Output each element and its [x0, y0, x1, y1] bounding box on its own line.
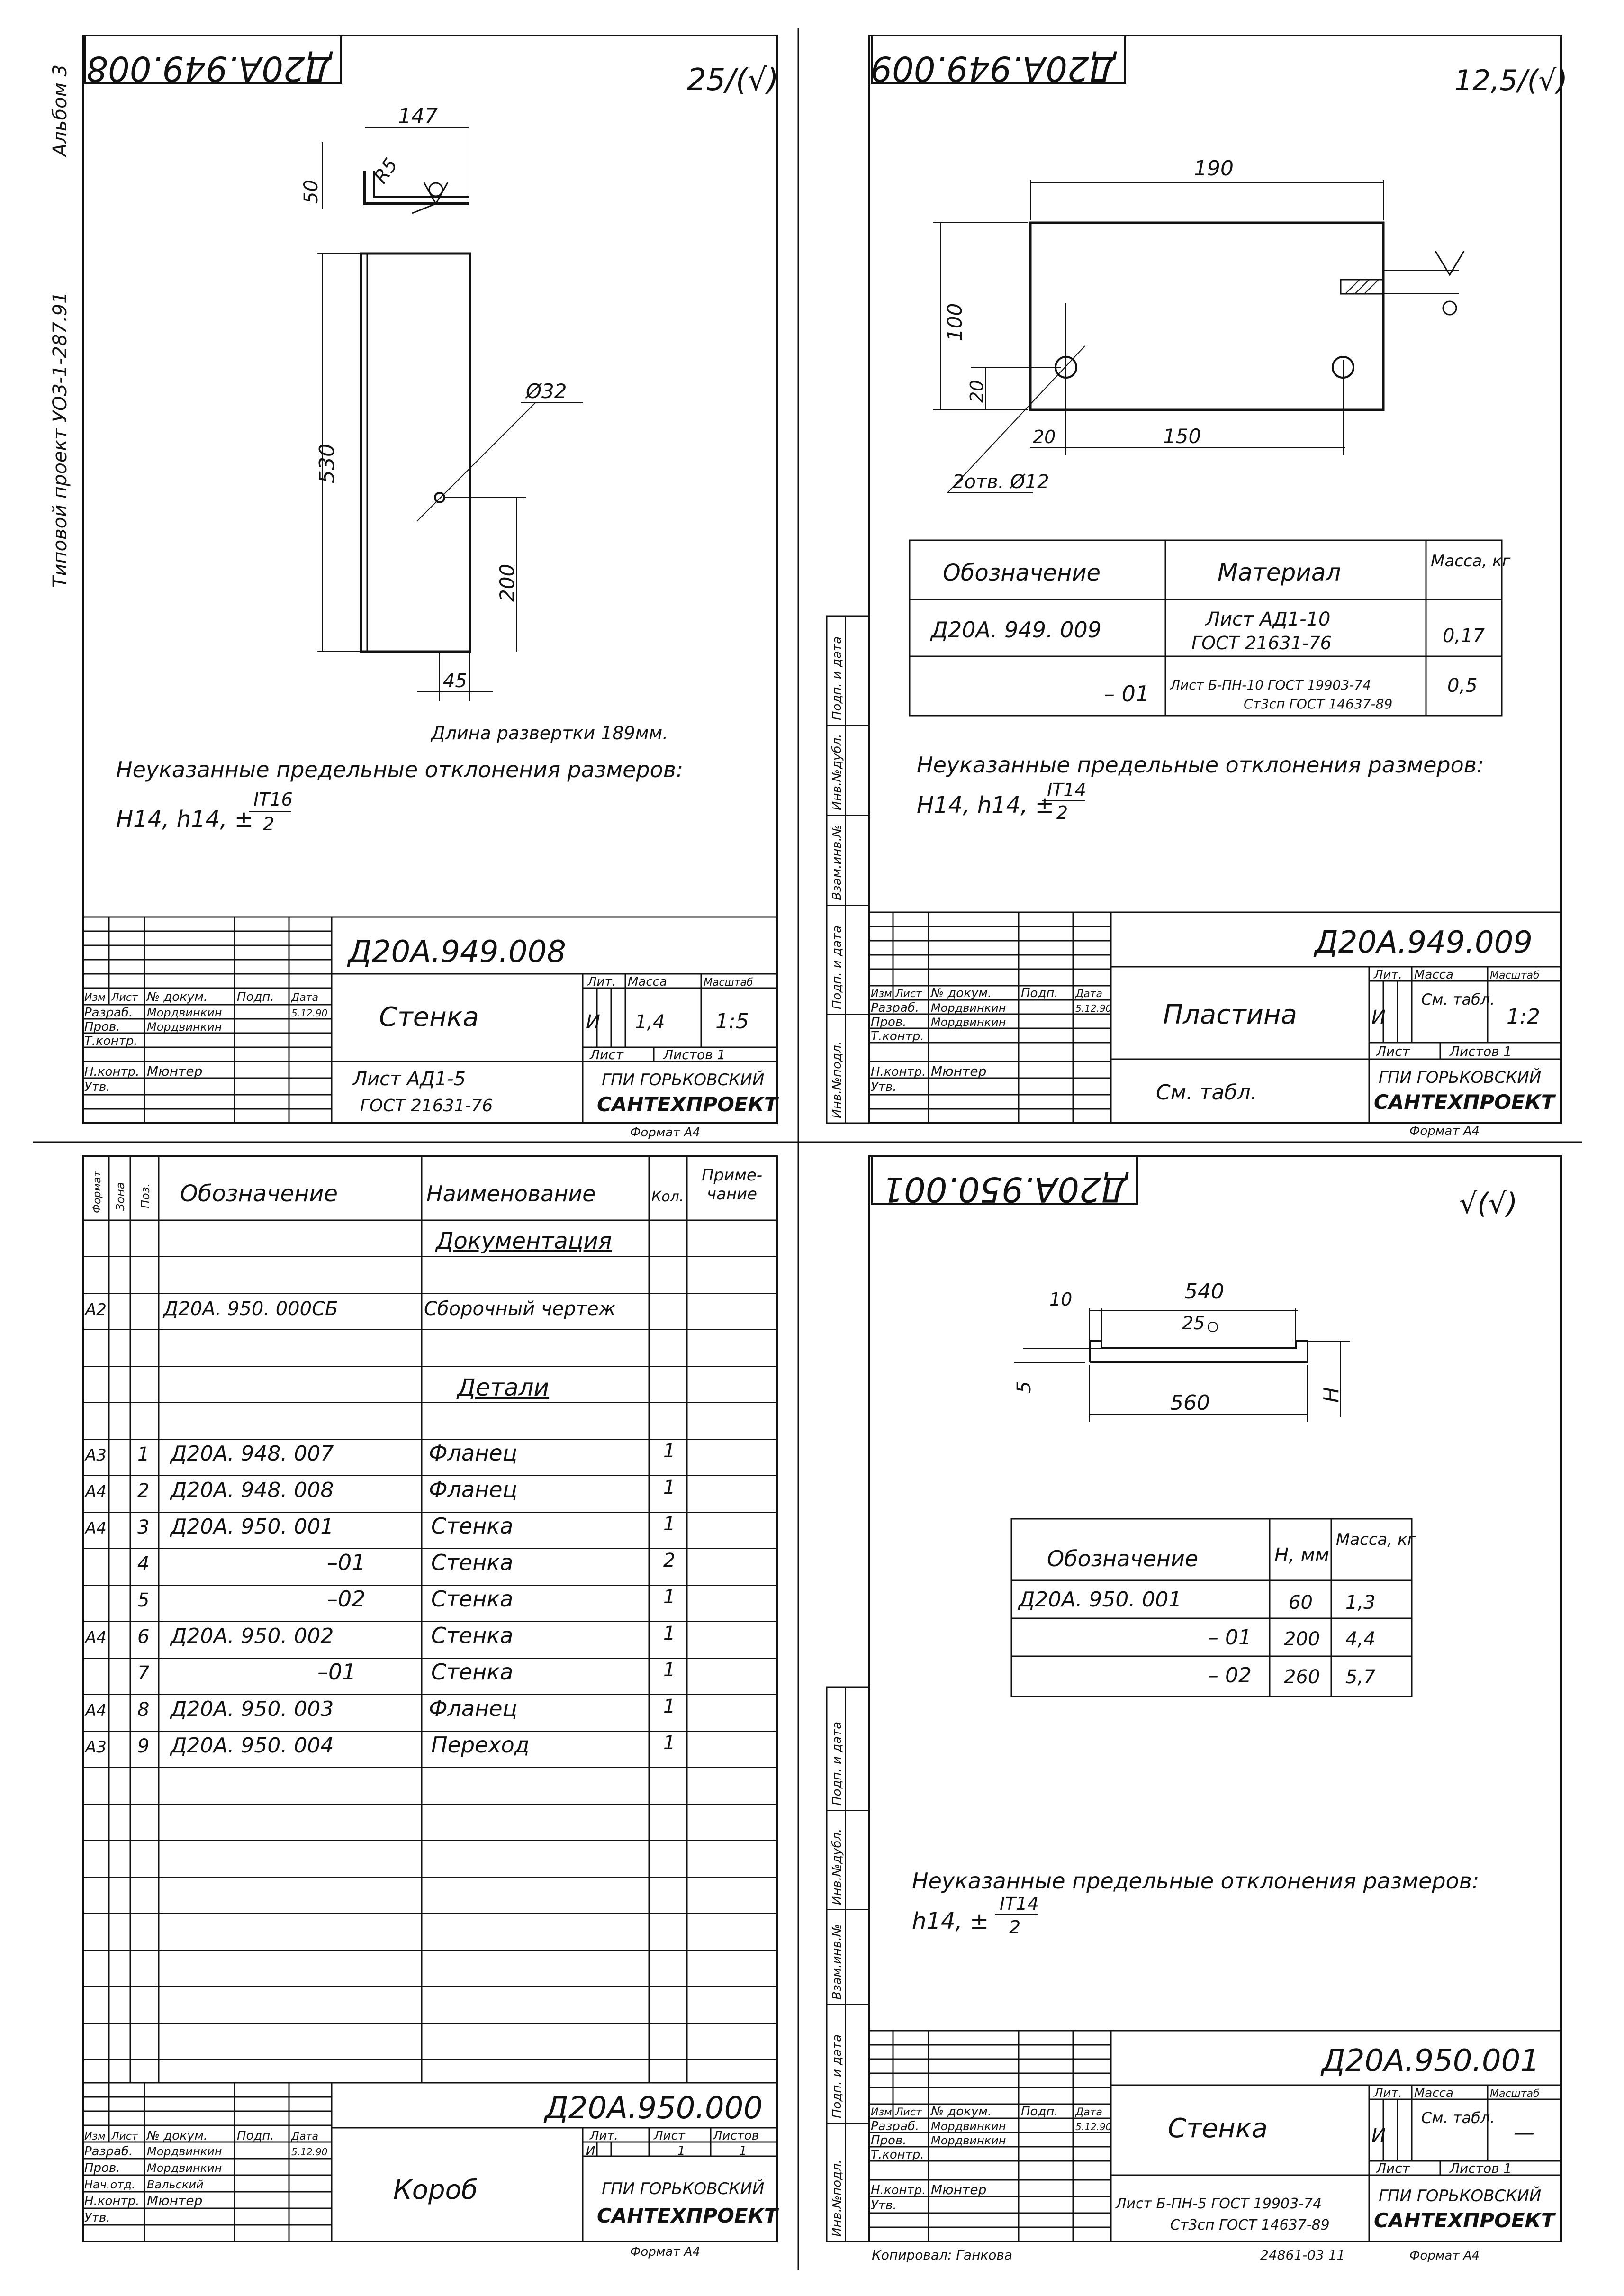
dim-100: 100 — [943, 303, 966, 341]
spec-row-name: Стенка — [431, 1550, 514, 1575]
sheet2-material: См. табл. — [1156, 1080, 1257, 1105]
tb4-format: Формат А4 — [1409, 2249, 1480, 2263]
tb1-lit-i: И — [586, 1011, 600, 1033]
sheet2-part-name: Пластина — [1163, 999, 1297, 1030]
spec-th-note: Приме- чание — [701, 1166, 763, 1204]
spec-row-pos: 2 — [137, 1480, 150, 1502]
spec-th-poz: Поз. — [139, 1183, 152, 1208]
tb4-date: 5.12.90 — [1075, 2121, 1112, 2133]
sheet1-tolerance-den: 2 — [263, 814, 275, 835]
sheet2-roughness: 12,5/(√) — [1454, 64, 1568, 97]
spec-row — [84, 1623, 675, 1648]
spec-row-pos: 7 — [137, 1662, 150, 1684]
tb4-lit-i: И — [1371, 2125, 1386, 2147]
tb4-list: Лист — [895, 2106, 922, 2118]
tb3-format: Формат А4 — [630, 2245, 701, 2259]
sheet4-tolerance-title: Неуказанные предельные отклонения размеров: — [912, 1868, 1480, 1894]
tb1-list: Лист — [111, 992, 138, 1004]
tb3-org2: САНТЕХПРОЕКТ — [597, 2204, 778, 2227]
tb3-list: Лист — [111, 2131, 138, 2142]
spec-row — [84, 1298, 616, 1320]
s4-side-dubl: Инв.№дубл. — [830, 1828, 844, 1905]
spec-row-qty: 1 — [663, 1440, 676, 1462]
tb1-format: Формат А4 — [630, 1125, 701, 1140]
spec-row-qty: 1 — [663, 1732, 676, 1754]
tb3-dev2: Мордвинкин — [147, 2161, 222, 2175]
dim-r5: R5 — [370, 154, 402, 188]
tb2-razrab: Разраб. — [871, 1001, 920, 1015]
spec-row-qty: 1 — [663, 1623, 676, 1644]
spec-row-name: Фланец — [429, 1477, 517, 1502]
sheet4-material-1: Лист Б-ПН-5 ГОСТ 19903-74 — [1116, 2196, 1322, 2212]
tb4-list-label: Лист — [1376, 2160, 1410, 2176]
dim-50: 50 — [300, 180, 322, 204]
sheet2-scale: 1:2 — [1507, 1005, 1540, 1029]
spec-row-name: Стенка — [431, 1623, 514, 1648]
tb1-dev2: Мордвинкин — [147, 1020, 222, 1034]
tb1-date: 5.12.90 — [291, 1007, 328, 1019]
spec-row-name: Сборочный чертеж — [424, 1298, 616, 1320]
tb4-nkontr: Н.контр. — [871, 2183, 926, 2197]
spec-row-qty: 1 — [663, 1513, 676, 1535]
s4-side-podp2: Подп. и дата — [830, 2034, 844, 2118]
spec-row-pos: 4 — [137, 1553, 150, 1575]
tb3-ndok: № докум. — [147, 2129, 208, 2143]
tb3-dev1: Мордвинкин — [147, 2145, 222, 2158]
sheet4-roughness: √(√) — [1459, 1187, 1518, 1220]
sheet3-designation: Д20А.950.000 — [544, 2091, 763, 2126]
s2-row1-designation: Д20А. 949. 009 — [931, 617, 1102, 643]
tb3-prov: Пров. — [84, 2161, 120, 2175]
spec-row — [84, 1696, 675, 1721]
tb2-dev2: Мордвинкин — [931, 1016, 1006, 1029]
spec-row-qty: 1 — [663, 1659, 676, 1681]
tb2-lit-i: И — [1371, 1007, 1386, 1028]
tb3-listov: Листов — [713, 2129, 759, 2143]
sheet1-material-2: ГОСТ 21631-76 — [360, 1096, 493, 1116]
spec-row — [137, 1550, 675, 1575]
spec-row-format: А4 — [85, 1519, 107, 1538]
tb3-lit-i: И — [586, 2144, 595, 2158]
s4-row3-h: 260 — [1284, 1666, 1320, 1688]
spec-row-name: Переход — [431, 1732, 530, 1758]
dim-rough-25: 25 — [1182, 1313, 1205, 1334]
tb2-org2: САНТЕХПРОЕКТ — [1374, 1090, 1555, 1114]
sheet4-designation: Д20А.950.001 — [1321, 2043, 1540, 2078]
s4-side-inv: Инв.№подл. — [830, 2160, 844, 2237]
s2-row2-material2: Ст3сп ГОСТ 14637-89 — [1244, 696, 1393, 712]
sheet4-stamp: Д20А.950.001 — [882, 1170, 1128, 1209]
tb1-razrab: Разраб. — [84, 1006, 133, 1020]
dim-20y: 20 — [966, 380, 987, 403]
sheet1-scale: 1:5 — [715, 1009, 749, 1034]
tb1-utv: Утв. — [84, 1080, 110, 1094]
s4-row1-mass: 1,3 — [1345, 1592, 1376, 1614]
s2-row2-material1: Лист Б-ПН-10 ГОСТ 19903-74 — [1170, 677, 1371, 693]
spec-row — [84, 1477, 675, 1502]
tb4-utv: Утв. — [871, 2198, 897, 2213]
spec-row-format: А4 — [85, 1482, 107, 1501]
tb2-podp: Подп. — [1021, 986, 1058, 1000]
spec-row — [84, 1513, 675, 1539]
spec-row-designation: Д20А. 950. 000СБ — [163, 1298, 338, 1320]
tb1-tkontr: Т.контр. — [84, 1034, 138, 1048]
spec-row-designation: Д20А. 950. 003 — [171, 1697, 334, 1721]
spec-row-format: А4 — [85, 1701, 107, 1720]
tb1-data: Дата — [291, 992, 318, 1004]
sheet1-designation: Д20А.949.008 — [348, 935, 566, 970]
dim-200: 200 — [496, 563, 519, 602]
tb3-data: Дата — [291, 2131, 318, 2142]
spec-row — [84, 1732, 675, 1758]
archive-number: 24861-03 11 — [1260, 2247, 1345, 2263]
spec-row-designation: –02 — [327, 1586, 366, 1612]
tb2-list: Лист — [895, 988, 922, 1000]
spec-row-designation: Д20А. 950. 002 — [171, 1624, 334, 1648]
sheet2-tolerance-den: 2 — [1056, 802, 1068, 823]
dim-hole: Ø32 — [526, 380, 567, 403]
spec-row-lines — [83, 1257, 777, 2060]
spec-row — [84, 1440, 675, 1466]
tb2-izm: Изм — [871, 988, 892, 1000]
spec-row-pos: 6 — [137, 1626, 150, 1648]
s4-th-mass: Масса, кг — [1336, 1530, 1416, 1549]
sheet1-part-name: Стенка — [379, 1002, 479, 1033]
s2-side-inv: Инв.№подл. — [830, 1041, 844, 1118]
tb1-podp: Подп. — [237, 990, 274, 1004]
spec-row-name: Фланец — [429, 1696, 517, 1721]
tb2-nkontr-name: Мюнтер — [931, 1063, 987, 1079]
spec-row-designation: –01 — [317, 1659, 356, 1685]
tb1-prov: Пров. — [84, 1020, 120, 1034]
dim-147: 147 — [398, 104, 438, 128]
s4-th-designation: Обозначение — [1047, 1546, 1199, 1571]
sheet-1 — [83, 36, 779, 1140]
tb2-prov: Пров. — [871, 1015, 907, 1029]
tb4-data: Дата — [1075, 2106, 1102, 2118]
s4-row3-mass: 5,7 — [1345, 1666, 1376, 1688]
sheet2-tolerance-value: Н14, h14, ± — [917, 792, 1054, 818]
tb4-ndok: № докум. — [931, 2105, 992, 2119]
tb4-massa: Масса — [1414, 2086, 1453, 2100]
tb2-org1: ГПИ ГОРЬКОВСКИЙ — [1379, 1068, 1542, 1087]
spec-row-pos: 3 — [137, 1516, 150, 1538]
dim-h: Н — [1319, 1387, 1344, 1403]
tb4-lit: Лит. — [1374, 2086, 1402, 2100]
spec-row-qty: 1 — [663, 1696, 676, 1717]
s2-side-podp: Подп. и дата — [830, 636, 844, 720]
spec-th-qty: Кол. — [651, 1189, 684, 1205]
tb4-org2: САНТЕХПРОЕКТ — [1374, 2209, 1555, 2232]
tb3-razrab: Разраб. — [84, 2144, 133, 2159]
tb3-nkontr-name: Мюнтер — [147, 2193, 203, 2208]
tb1-dev1: Мордвинкин — [147, 1006, 222, 1019]
tb2-massa: Масса — [1414, 968, 1453, 982]
sheet4-material-2: Ст3сп ГОСТ 14637-89 — [1170, 2217, 1330, 2233]
spec-row — [137, 1659, 675, 1685]
sheet1-stamp: Д20А.949.008 — [86, 49, 332, 89]
tb3-list-val: 1 — [677, 2144, 686, 2158]
spec-row-pos: 5 — [137, 1589, 150, 1611]
tb4-org1: ГПИ ГОРЬКОВСКИЙ — [1379, 2187, 1542, 2205]
copied-by: Копировал: Ганкова — [872, 2247, 1013, 2263]
spec-row-designation: Д20А. 948. 008 — [171, 1478, 334, 1502]
sheet-4 — [827, 1156, 1561, 2263]
dim-190: 190 — [1194, 156, 1234, 181]
tb4-dev1: Мордвинкин — [931, 2120, 1006, 2133]
dim-10: 10 — [1049, 1289, 1073, 1310]
spec-row-qty: 1 — [663, 1477, 676, 1498]
sheet4-part-name: Стенка — [1168, 2113, 1268, 2144]
tb4-podp: Подп. — [1021, 2105, 1058, 2119]
spec-section-parts: Детали — [457, 1374, 550, 1401]
sheet4-mass: См. табл. — [1421, 2109, 1495, 2127]
dim-560: 560 — [1170, 1391, 1210, 1415]
dim-530: 530 — [315, 444, 339, 483]
album-label: Альбом 3 — [49, 64, 71, 156]
tb2-lit: Лит. — [1374, 968, 1402, 982]
spec-row-name: Стенка — [431, 1659, 514, 1685]
spec-th-zona: Зона — [114, 1182, 127, 1211]
dim-540: 540 — [1184, 1280, 1224, 1304]
tb1-listov: Листов 1 — [663, 1047, 726, 1062]
s4-side-podp: Подп. и дата — [830, 1721, 844, 1806]
spec-th-format: Формат — [91, 1171, 103, 1213]
spec-row-name: Стенка — [431, 1586, 514, 1612]
s2-th-mass: Масса, кг — [1431, 552, 1511, 571]
tb2-utv: Утв. — [871, 1080, 897, 1094]
sheet1-tolerance-value: Н14, h14, ± — [116, 806, 253, 833]
sheet4-tolerance-den: 2 — [1009, 1917, 1021, 1938]
sheet4-tolerance-num: IT14 — [1000, 1893, 1039, 1914]
dim-45: 45 — [443, 670, 467, 692]
s2-row1-material1: Лист АД1-10 — [1206, 608, 1331, 630]
spec-row-pos: 8 — [137, 1699, 150, 1721]
s2-side-podp2: Подп. и дата — [830, 925, 844, 1009]
tb4-masshtab: Масштаб — [1490, 2088, 1540, 2100]
tb3-lit: Лит. — [590, 2129, 618, 2143]
spec-th-name: Наименование — [426, 1181, 596, 1207]
s2-side-dubl: Инв.№дубл. — [830, 734, 844, 810]
s2-th-designation: Обозначение — [943, 560, 1101, 586]
tb3-izm: Изм — [84, 2131, 106, 2142]
spec-section-docs: Документация — [436, 1228, 612, 1254]
tb1-org2: САНТЕХПРОЕКТ — [597, 1093, 778, 1116]
s4-row2-h: 200 — [1284, 1628, 1320, 1650]
s4-row2-designation: – 01 — [1208, 1625, 1252, 1650]
project-label: Типовой проект УОЗ-1-287.91 — [49, 291, 71, 588]
s2-side-vzam: Взам.инв.№ — [830, 825, 844, 900]
s2-row2-mass: 0,5 — [1447, 675, 1478, 697]
tb1-org1: ГПИ ГОРЬКОВСКИЙ — [602, 1071, 765, 1089]
tb3-podp: Подп. — [237, 2129, 274, 2143]
tb2-nkontr: Н.контр. — [871, 1065, 926, 1079]
spec-row — [137, 1586, 675, 1612]
spec-row-name: Фланец — [429, 1440, 517, 1466]
tb1-nkontr: Н.контр. — [84, 1065, 140, 1079]
s4-row3-designation: – 02 — [1208, 1663, 1252, 1688]
tb1-masshtab: Масштаб — [704, 977, 753, 989]
spec-row-format: А3 — [85, 1738, 107, 1757]
tb4-tkontr: Т.контр. — [871, 2148, 924, 2162]
spec-row-designation: –01 — [327, 1550, 366, 1575]
spec-row-pos: 9 — [137, 1735, 150, 1757]
sheet-2 — [827, 36, 1568, 1138]
tb2-dev1: Мордвинкин — [931, 1001, 1006, 1015]
tb3-nachotd-name: Вальский — [147, 2178, 204, 2191]
tb2-data: Дата — [1075, 988, 1102, 1000]
tb1-ndok: № докум. — [147, 990, 208, 1004]
spec-row-format: А4 — [85, 1628, 107, 1647]
spec-th-designation: Обозначение — [180, 1180, 338, 1207]
sheet1-material-1: Лист АД1-5 — [353, 1068, 466, 1090]
sheet4-tolerance-value: h14, ± — [912, 1908, 989, 1934]
spec-row-designation: Д20А. 950. 004 — [171, 1733, 334, 1758]
s2-row2-designation: – 01 — [1104, 681, 1150, 707]
s4-row1-designation: Д20А. 950. 001 — [1019, 1588, 1182, 1612]
spec-row-qty: 1 — [663, 1586, 676, 1608]
tb4-dev2: Мордвинкин — [931, 2134, 1006, 2147]
tb1-lit: Лит. — [587, 975, 616, 989]
sheet2-stamp: Д20А.949.009 — [870, 49, 1116, 89]
tb4-nkontr-name: Мюнтер — [931, 2182, 987, 2197]
spec-row-designation: Д20А. 948. 007 — [171, 1442, 334, 1466]
tb3-nkontr: Н.контр. — [84, 2194, 140, 2208]
tb2-date: 5.12.90 — [1075, 1003, 1112, 1014]
sheet2-mass: См. табл. — [1421, 990, 1495, 1008]
dim-150: 150 — [1163, 425, 1201, 448]
s2-row1-material2: ГОСТ 21631-76 — [1191, 633, 1332, 653]
s4-row2-mass: 4,4 — [1345, 1628, 1376, 1650]
s2-row1-mass: 0,17 — [1443, 625, 1485, 647]
tb4-razrab: Разраб. — [871, 2119, 920, 2133]
s4-row1-h: 60 — [1289, 1592, 1313, 1614]
sheet2-designation: Д20А.949.009 — [1314, 925, 1533, 960]
tb2-list-label: Лист — [1376, 1044, 1410, 1059]
spec-row-format: А3 — [85, 1446, 107, 1465]
tb4-listov: Листов 1 — [1450, 2160, 1512, 2176]
sheet1-mass: 1,4 — [635, 1011, 665, 1033]
sheet4-scale: — — [1514, 2121, 1534, 2145]
spec-row-pos: 1 — [137, 1443, 150, 1465]
tb4-izm: Изм — [871, 2106, 892, 2118]
spec-row-name: Стенка — [431, 1513, 514, 1539]
sheet1-tolerance-title: Неуказанные предельные отклонения размеров: — [116, 757, 684, 782]
tb2-tkontr: Т.контр. — [871, 1029, 924, 1044]
s4-th-h: Н, мм — [1274, 1544, 1329, 1566]
tb4-prov: Пров. — [871, 2133, 907, 2148]
spec-row-qty: 2 — [663, 1550, 676, 1571]
sheet3-part-name: Короб — [393, 2175, 478, 2205]
tb2-format: Формат А4 — [1409, 1124, 1480, 1138]
s4-side-vzam: Взам.инв.№ — [830, 1924, 844, 2000]
dim-holes: 2отв. Ø12 — [952, 471, 1049, 493]
tb3-list-label: Лист — [654, 2129, 685, 2143]
spec-grid — [83, 1156, 777, 2083]
tb1-izm: Изм — [84, 992, 106, 1004]
sheet2-tolerance-title: Неуказанные предельные отклонения размеров: — [917, 752, 1484, 778]
s2-th-material: Материал — [1218, 559, 1341, 586]
tb3-utv: Утв. — [84, 2211, 110, 2225]
sheet1-roughness: 25/(√) — [687, 63, 779, 98]
tb2-ndok: № докум. — [931, 986, 992, 1000]
sheet2-tolerance-num: IT14 — [1047, 780, 1086, 800]
tb2-listov: Листов 1 — [1450, 1044, 1512, 1059]
tb3-date: 5.12.90 — [291, 2146, 328, 2158]
tb3-org1: ГПИ ГОРЬКОВСКИЙ — [602, 2179, 765, 2198]
tb2-masshtab: Масштаб — [1490, 970, 1540, 981]
sheet-3 — [83, 1156, 779, 2259]
tb1-nkontr-name: Мюнтер — [147, 1063, 203, 1079]
spec-row-designation: Д20А. 950. 001 — [171, 1515, 334, 1539]
razvertka-note: Длина развертки 189мм. — [431, 723, 668, 744]
tb3-listov-val: 1 — [739, 2144, 747, 2158]
dim-20x: 20 — [1033, 427, 1056, 447]
sheet1-tolerance-num: IT16 — [253, 789, 293, 810]
spec-row-format: А2 — [85, 1300, 107, 1319]
tb1-massa: Масса — [628, 975, 667, 989]
tb3-nachotd: Нач.отд. — [84, 2178, 135, 2191]
spec-th-note-box — [689, 1166, 775, 1218]
tb1-list-label: Лист — [590, 1047, 623, 1062]
dim-5: 5 — [1013, 1381, 1035, 1393]
